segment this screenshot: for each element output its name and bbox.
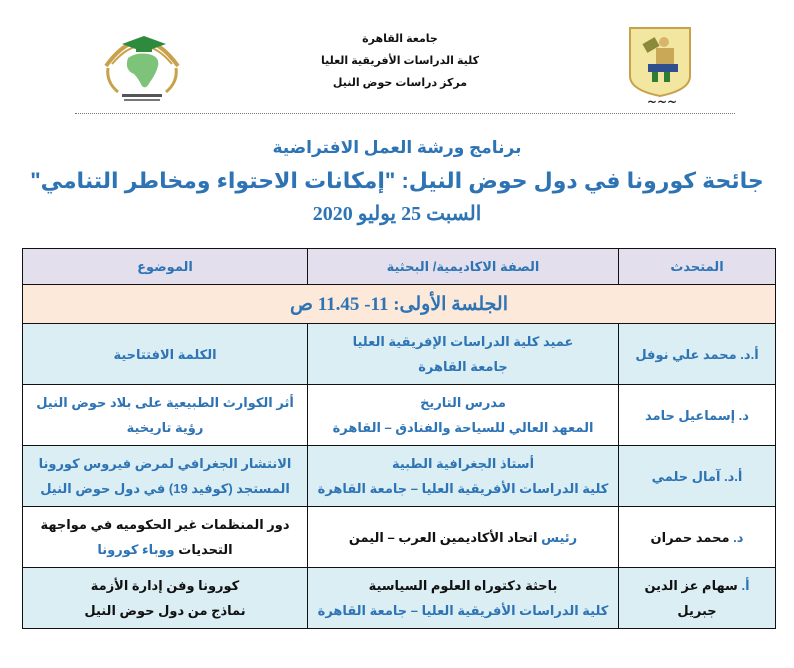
speaker-prefix: د. — [733, 529, 744, 545]
program-table — [22, 248, 776, 629]
faculty-logo — [92, 24, 192, 104]
topic-line: أثر الكوارث الطبيعية على بلاد حوض النيل — [36, 395, 294, 410]
institution-name — [290, 28, 510, 94]
header-speaker: المتحدث — [619, 249, 776, 285]
topic-line: كورونا وفن إدارة الأزمة — [90, 578, 240, 593]
role-cell — [308, 507, 619, 568]
header-topic: الموضوع — [23, 249, 308, 285]
role-line: المعهد العالي للسياحة والفنادق – القاهرة — [332, 420, 594, 435]
topic-line: نماذج من دول حوض النيل — [84, 603, 246, 618]
table-row — [23, 446, 776, 507]
topic-line: الكلمة الافتتاحية — [113, 346, 217, 362]
speaker-cell: أ.د. محمد علي نوفل — [619, 324, 776, 385]
role-cell — [308, 385, 619, 446]
role-rest: اتحاد الأكاديمين العرب – اليمن — [348, 529, 538, 545]
table-row — [23, 507, 776, 568]
role-prefix: رئيس — [541, 529, 578, 545]
svg-text:~~~: ~~~ — [646, 95, 678, 108]
speaker-cell: أ.د. آمال حلمي — [619, 446, 776, 507]
topic-cell — [23, 324, 308, 385]
topic-cell — [23, 446, 308, 507]
role-line: مدرس التاريخ — [420, 395, 506, 410]
letterhead — [0, 0, 794, 118]
speaker-cell: د. إسماعيل حامد — [619, 385, 776, 446]
role-line: أستاذ الجغرافية الطبية — [391, 456, 535, 471]
speaker-name: سهام عز الدين جبريل — [644, 578, 738, 618]
speaker-cell — [619, 568, 776, 629]
topic-line: دور المنظمات غير الحكوميه في مواجهة — [40, 517, 290, 532]
header-role: الصفة الاكاديمية/ البحثية — [308, 249, 619, 285]
workshop-date: السبت 25 يوليو 2020 — [312, 203, 482, 225]
table-row — [23, 324, 776, 385]
topic-line: رؤية تاريخية — [126, 420, 204, 435]
speaker-cell — [619, 507, 776, 568]
role-line: كلية الدراسات الأفريقية العليا – جامعة القاهرة — [317, 603, 609, 618]
titles-block — [0, 134, 794, 230]
topic-part: ووباء كورونا — [97, 542, 175, 557]
header-divider — [75, 113, 735, 114]
workshop-title: جائحة كورونا في دول حوض النيل: "إمكانات الاحتواء ومخاطر التنامي" — [30, 168, 764, 193]
topic-line: المستجد (كوفيد 19) في دول حوض النيل — [40, 481, 290, 496]
table-row — [23, 385, 776, 446]
topic-line: الانتشار الجغرافي لمرض فيروس كورونا — [38, 456, 292, 471]
speaker-prefix: أ. — [741, 578, 750, 593]
program-title: برنامج ورشة العمل الافتراضية — [272, 138, 522, 157]
session-title: الجلسة الأولى: 11- 11.45 ص — [23, 285, 776, 324]
table-header-row — [23, 249, 776, 285]
topic-cell — [23, 568, 308, 629]
role-cell — [308, 568, 619, 629]
university-name: جامعة القاهرة — [362, 33, 438, 45]
table-row — [23, 568, 776, 629]
speaker-name: محمد حمران — [650, 529, 730, 545]
role-cell — [308, 324, 619, 385]
topic-cell — [23, 507, 308, 568]
cairo-university-logo — [622, 24, 702, 108]
role-line: جامعة القاهرة — [418, 359, 508, 374]
faculty-name: كلية الدراسات الأفريقية العليا — [320, 55, 479, 67]
center-name: مركز دراسات حوض النيل — [332, 77, 468, 89]
topic-cell — [23, 385, 308, 446]
role-line: عميد كلية الدراسات الإفريقية العليا — [352, 334, 574, 349]
topic-line — [29, 537, 301, 562]
topic-part: التحديات — [178, 542, 233, 557]
session-row — [23, 285, 776, 324]
role-line: باحثة دكتوراه العلوم السياسية — [368, 578, 558, 593]
role-cell — [308, 446, 619, 507]
role-line: كلية الدراسات الأفريقية العليا – جامعة القاهرة — [317, 481, 609, 496]
